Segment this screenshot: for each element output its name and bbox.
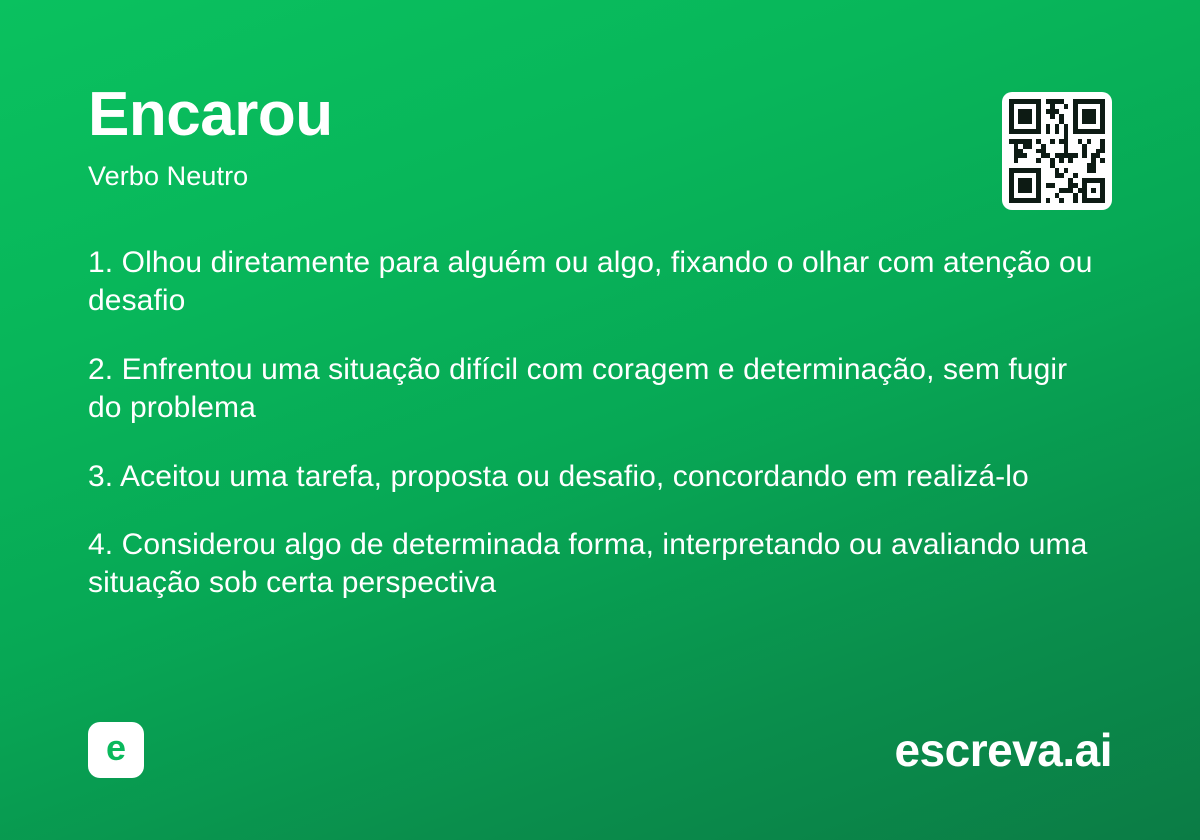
card-footer	[88, 722, 1112, 778]
list-item: 1. Olhou diretamente para alguém ou algo, fixando o olhar com atenção ou desafio	[88, 246, 1093, 318]
page-title: Encarou	[88, 80, 333, 149]
definition-list	[88, 244, 1098, 603]
qr-code-icon[interactable]	[1002, 92, 1112, 210]
qr-code-pattern	[1009, 99, 1105, 203]
list-item: 4. Considerou algo de determinada forma, interpretando ou avaliando uma situação sob certa perspectiva	[88, 528, 1088, 600]
part-of-speech-label: Verbo Neutro	[88, 161, 249, 192]
brand-wordmark: escreva.ai	[894, 724, 1112, 776]
logo-letter: e	[105, 727, 127, 768]
logo-icon	[88, 722, 144, 778]
list-item: 2. Enfrentou uma situação difícil com coragem e determinação, sem fugir do problema	[88, 352, 1068, 425]
list-item: 3. Aceitou uma tarefa, proposta ou desafio, concordando em realizá-lo	[88, 459, 1029, 493]
